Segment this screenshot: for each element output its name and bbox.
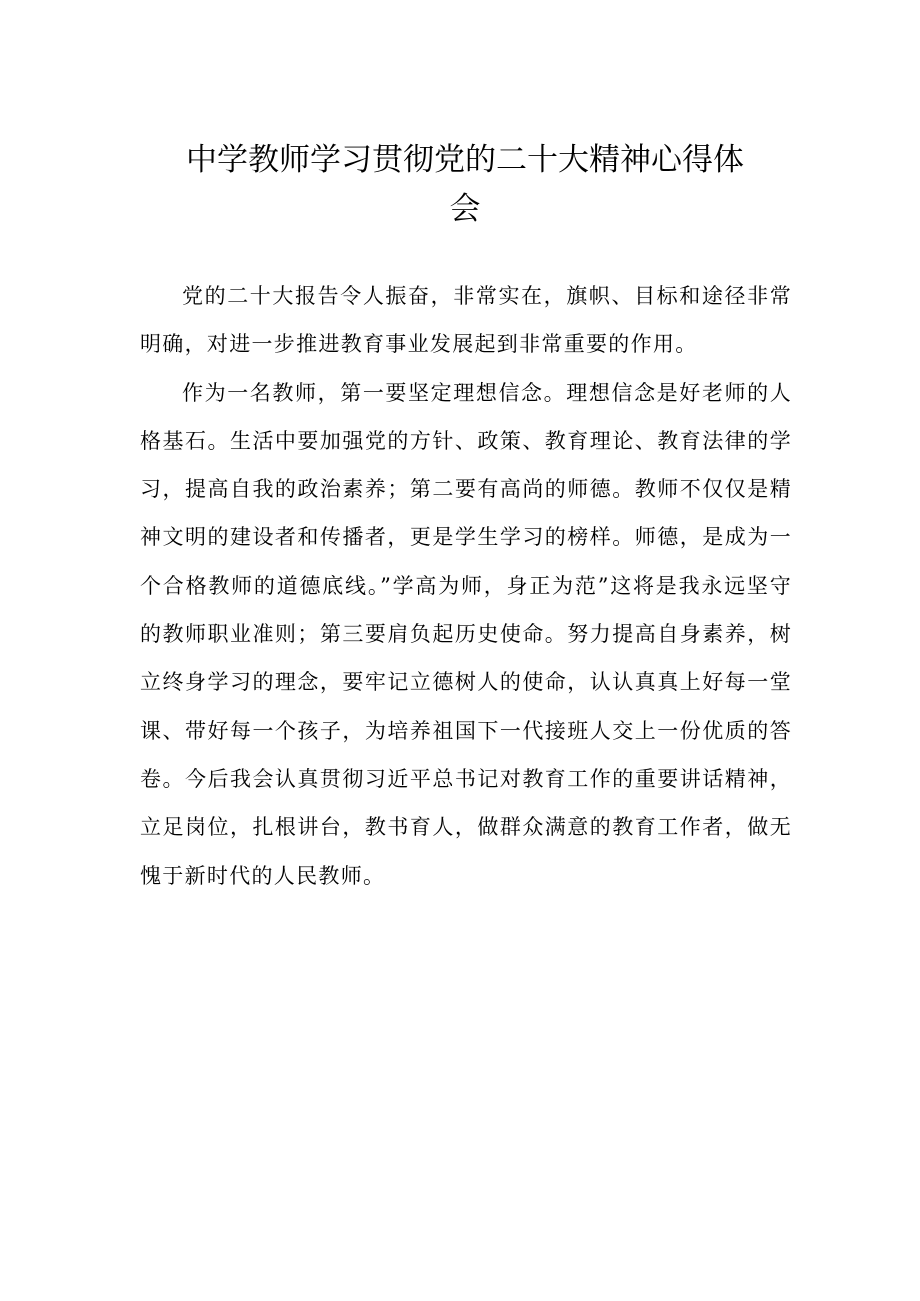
paragraph-1: 党的二十大报告令人振奋，非常实在，旗帜、目标和途径非常明确，对进一步推进教育事业发展起到非常重要的作用。 xyxy=(140,284,792,357)
document-body xyxy=(140,272,792,900)
paragraph-2: 作为一名教师，第一要坚定理想信念。理想信念是好老师的人格基石。生活中要加强党的方针、政策、教育理论、教育法律的学习，提高自我的政治素养；第二要有高尚的师德。教师不仅仅是精神文明的建设者和传播者，更是学生学习的榜样。师德，是成为一个合格教师的道德底线。”学高为师，身正为范”这将是我永远坚守的教师职业准则；第三要肩负起历史使命。努力提高自身素养，树立终身学习的理念，要牢记立德树人的使命，认认真真上好每一堂课、带好每一个孩子，为培养祖国下一代接班人交上一份优质的答卷。今后我会认真贯彻习近平总书记对教育工作的重要讲话精神，立足岗位，扎根讲台，教书育人，做群众满意的教育工作者，做无愧于新时代的人民教师。 xyxy=(140,380,792,888)
document-title xyxy=(140,136,790,234)
title-line-2: 会 xyxy=(449,191,481,227)
title-line-1: 中学教师学习贯彻党的二十大精神心得体 xyxy=(186,142,744,178)
